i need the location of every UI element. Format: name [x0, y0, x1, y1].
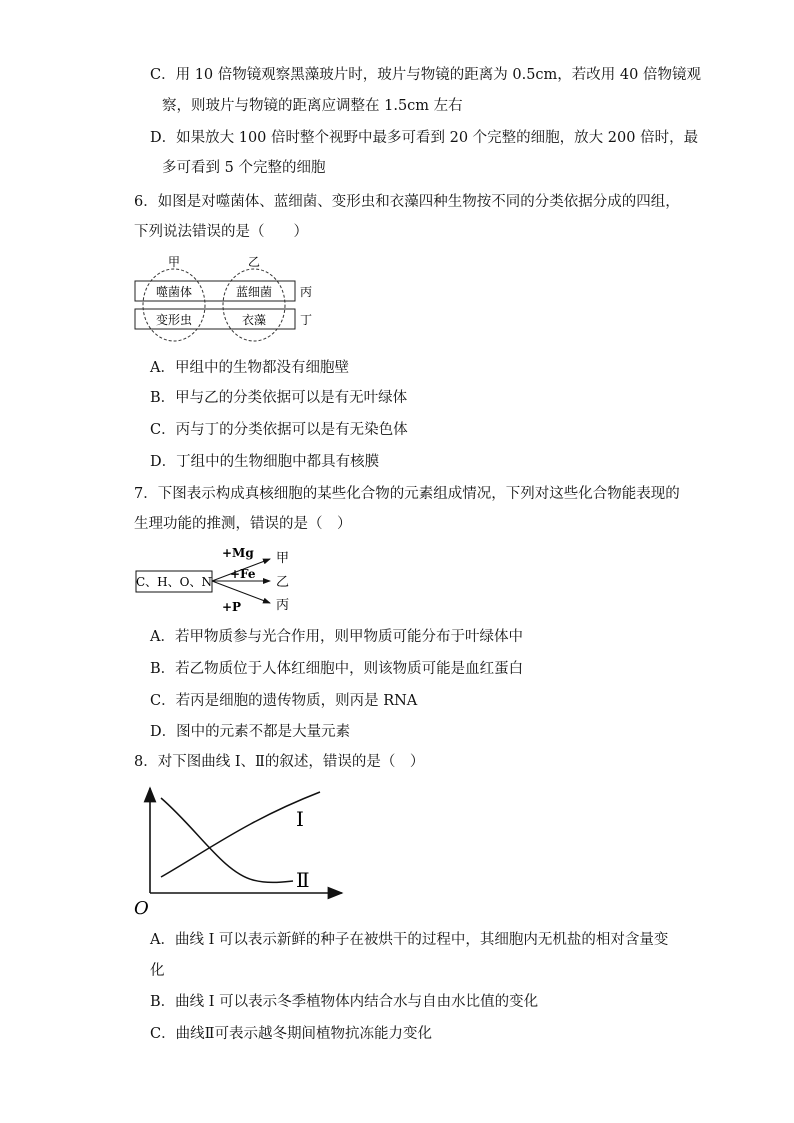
cell-chlamydomonas: 衣藻 — [241, 313, 267, 327]
option-5d-line2: 多可看到 5 个完整的细胞 — [162, 160, 326, 176]
label-p: +P — [222, 600, 242, 614]
figure-6-classification-diagram — [130, 250, 330, 345]
figure-8-curves — [128, 780, 353, 920]
option-6d: D．丁组中的生物细胞中都具有核膜 — [150, 454, 380, 470]
product-bing: 丙 — [276, 598, 290, 613]
curve-1 — [161, 792, 320, 877]
option-8b: B．曲线 I 可以表示冬季植物体内结合水与自由水比值的变化 — [150, 994, 539, 1010]
option-6b: B．甲与乙的分类依据可以是有无叶绿体 — [150, 390, 408, 406]
label-bing: 丙 — [300, 285, 313, 299]
element-box-label: C、H、O、N — [136, 575, 212, 589]
option-5c-line1: C．用 10 倍物镜观察黑藻玻片时，玻片与物镜的距离为 0.5cm，若改用 40 倍物镜观 — [150, 67, 701, 83]
question-8-stem: 8．对下图曲线 I、Ⅱ的叙述，错误的是（ ） — [134, 754, 425, 770]
product-jia: 甲 — [276, 551, 290, 566]
group-yi-ellipse — [223, 269, 285, 341]
option-7a: A．若甲物质参与光合作用，则甲物质可能分布于叶绿体中 — [150, 629, 523, 645]
question-7-stem-line2: 生理功能的推测，错误的是（ ） — [134, 516, 352, 532]
figure-7-element-diagram — [130, 543, 310, 615]
option-8a-line1: A．曲线 I 可以表示新鲜的种子在被烘干的过程中，其细胞内无机盐的相对含量变 — [150, 932, 669, 948]
curve-2-label: Ⅱ — [296, 868, 310, 892]
label-yi: 乙 — [248, 255, 261, 269]
option-7c: C．若丙是细胞的遗传物质，则丙是 RNA — [150, 693, 418, 709]
product-yi: 乙 — [276, 575, 290, 590]
question-6-stem-line2: 下列说法错误的是（ ） — [134, 224, 308, 240]
label-mg: +Mg — [222, 546, 254, 560]
option-7d: D．图中的元素不都是大量元素 — [150, 724, 351, 740]
curve-1-label: Ⅰ — [296, 807, 304, 831]
cell-phage: 噬菌体 — [155, 285, 193, 299]
question-7-stem-line1: 7．下图表示构成真核细胞的某些化合物的元素组成情况，下列对这些化合物能表现的 — [134, 486, 680, 502]
curve-2 — [161, 798, 293, 882]
option-8a-line2: 化 — [150, 963, 165, 979]
cell-cyanobacteria: 蓝细菌 — [235, 285, 273, 299]
option-6a: A．甲组中的生物都没有细胞壁 — [150, 360, 349, 376]
option-5d-line1: D．如果放大 100 倍时整个视野中最多可看到 20 个完整的细胞，放大 200 倍时，最 — [150, 130, 699, 146]
cell-amoeba: 变形虫 — [155, 313, 193, 327]
option-7b: B．若乙物质位于人体红细胞中，则该物质可能是血红蛋白 — [150, 661, 524, 677]
option-5c-line2: 察，则玻片与物镜的距离应调整在 1.5cm 左右 — [162, 98, 463, 114]
question-6-stem-line1: 6．如图是对噬菌体、蓝细菌、变形虫和衣藻四种生物按不同的分类依据分成的四组， — [134, 194, 680, 210]
option-6c: C．丙与丁的分类依据可以是有无染色体 — [150, 422, 408, 438]
origin-label: O — [134, 898, 149, 919]
label-jia: 甲 — [168, 255, 181, 269]
label-ding: 丁 — [300, 313, 313, 327]
option-8c: C．曲线Ⅱ可表示越冬期间植物抗冻能力变化 — [150, 1026, 432, 1042]
group-jia-ellipse — [143, 269, 205, 341]
label-fe: +Fe — [230, 567, 256, 581]
